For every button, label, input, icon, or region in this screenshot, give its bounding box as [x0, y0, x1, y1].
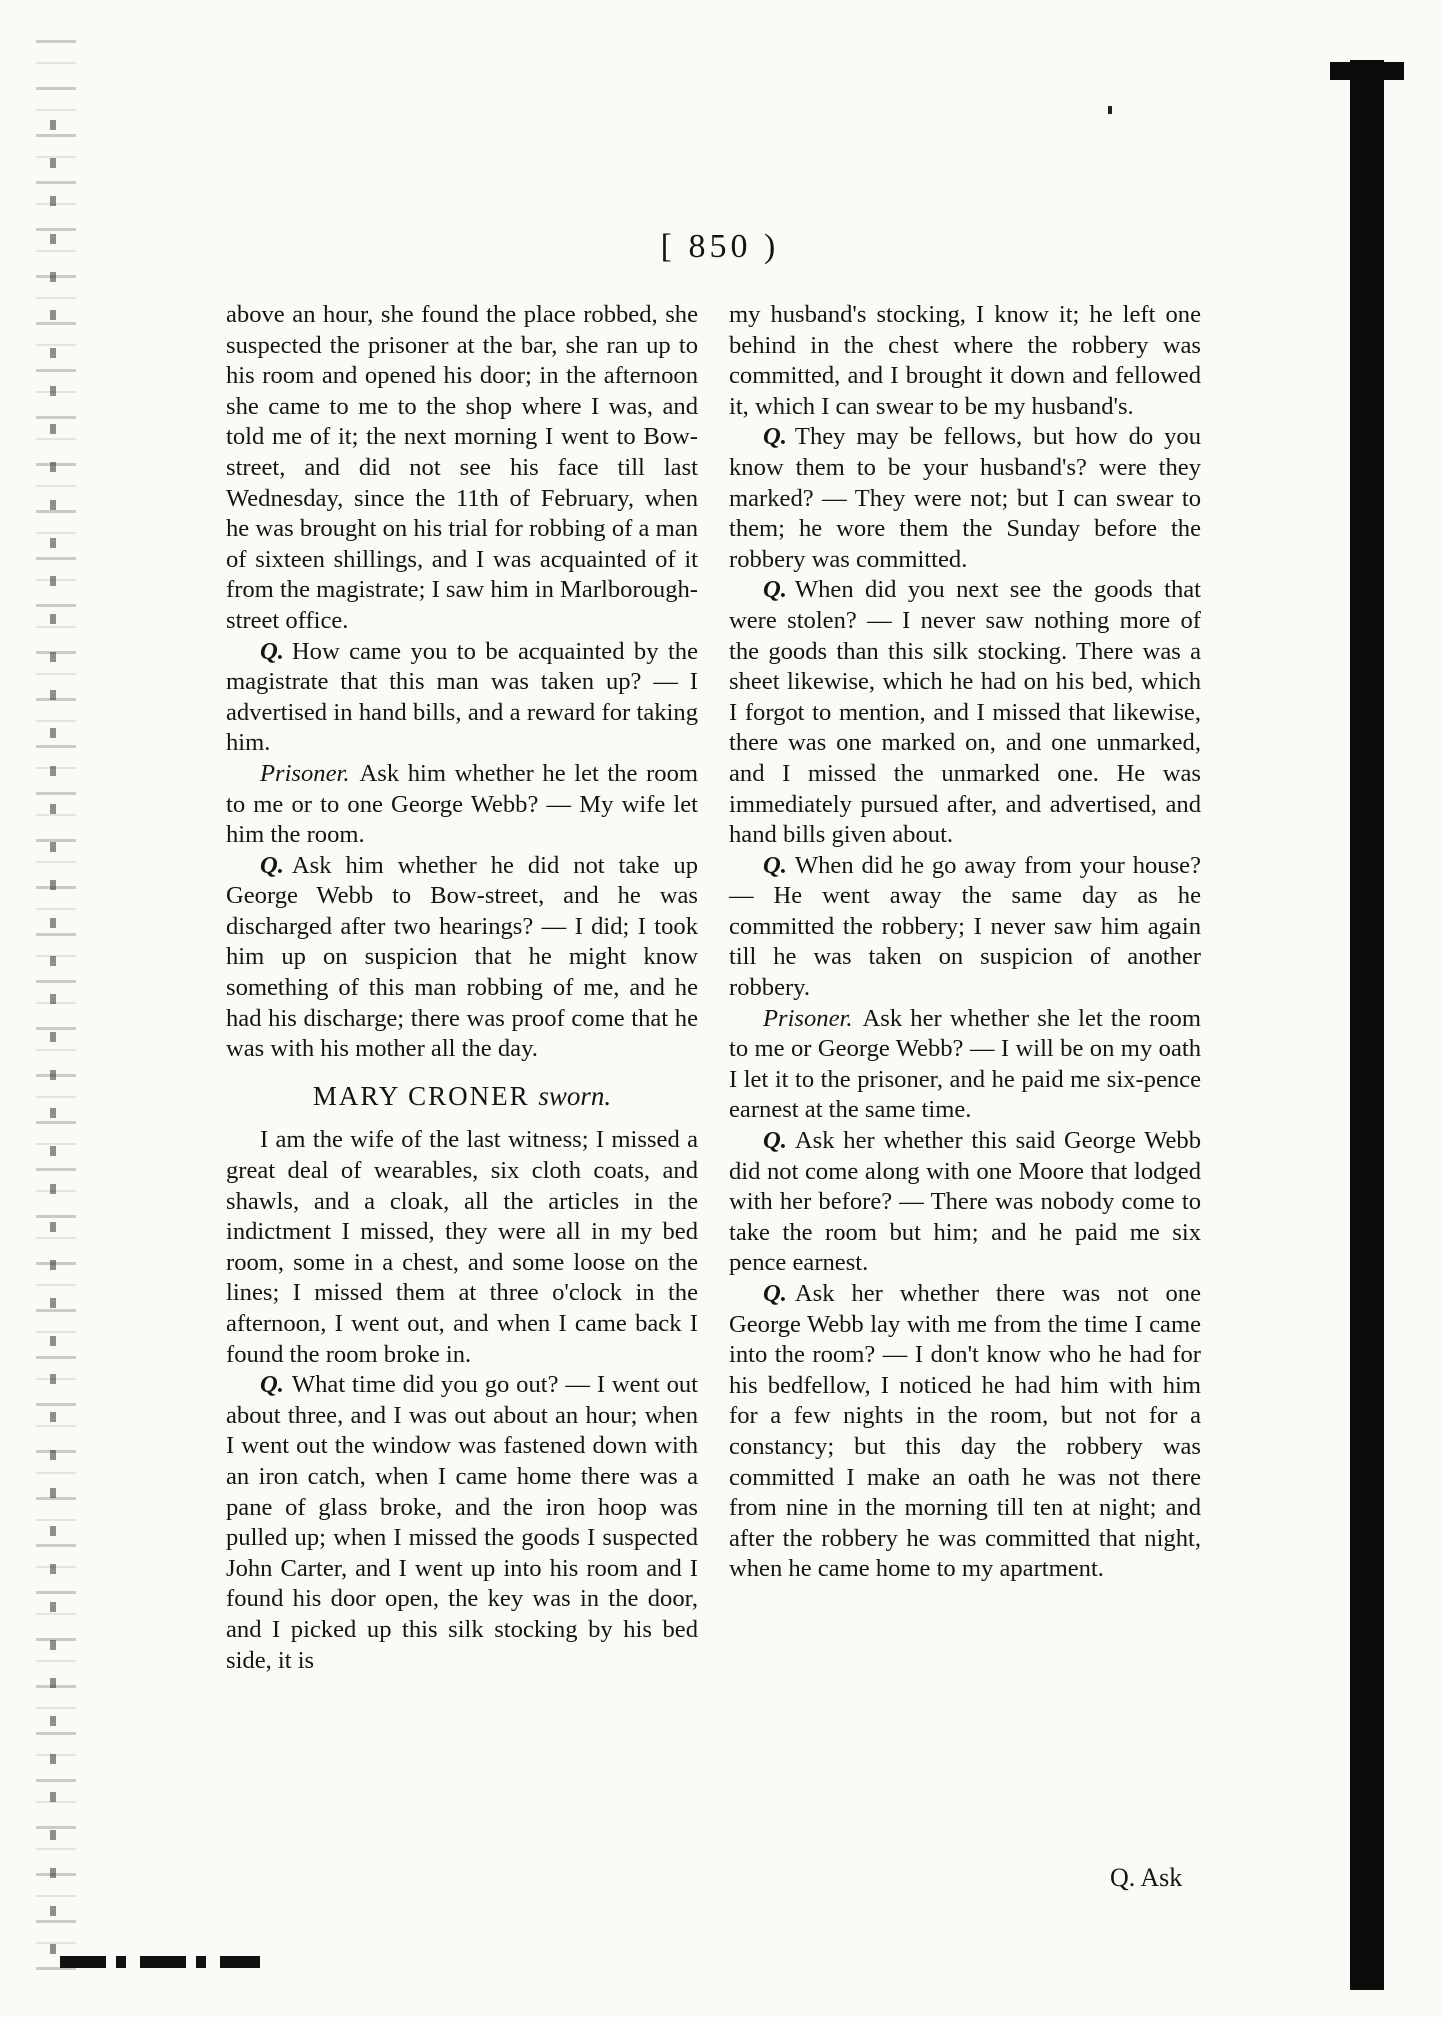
question-mark-label: Q.	[763, 1280, 787, 1307]
paragraph-text: Ask her whether this said George Webb did not come along with one Moore that lodged with her before? — There was nobody come to take the room but him; and he paid me six pence earnest.	[729, 1127, 1201, 1277]
page-number: [ 850 )	[660, 228, 780, 265]
speaker-label: Prisoner.	[260, 759, 350, 787]
speaker-label: Prisoner.	[763, 1004, 853, 1032]
paragraph-text: When did he go away from your house? — He went away the same day as he committed the robbery; I never saw him again till he was taken on suspicion of another robbery.	[729, 851, 1201, 1002]
binding-edge-shadow	[36, 40, 76, 1980]
page-edge-bar	[1350, 60, 1384, 1990]
paragraph-text: my husband's stocking, I know it; he left one behind in the chest where the robbery was committed, and I brought it down and fellowed it, which I can swear to be my husband's.	[729, 301, 1201, 420]
paragraph-text: How came you to be acquainted by the magistrate that this man was taken up? — I advertised in hand bills, and a reward for taking him.	[226, 637, 698, 757]
question-paragraph	[226, 851, 698, 1065]
question-mark-label: Q.	[763, 851, 787, 879]
paragraph	[226, 300, 698, 637]
paragraph	[226, 1125, 698, 1370]
question-paragraph	[729, 1279, 1201, 1585]
prisoner-paragraph	[226, 759, 698, 851]
question-mark-label: Q.	[260, 851, 284, 879]
paragraph-text: Ask her whether there was not one George Webb lay with me from the time I came into the room? — I don't know who he had for his bedfellow, I noticed he had him with him for a few nights in the room, but not for a constancy; but this day the robbery was committed I make an oath he was not there from nine in the morning till ten at night; and after the robbery he was committed that night, when he came home to my apartment.	[729, 1280, 1201, 1583]
bottom-edge-marks	[60, 1956, 260, 1968]
question-mark-label: Q.	[260, 1371, 284, 1399]
question-paragraph	[729, 851, 1201, 1004]
question-mark-label: Q.	[763, 576, 787, 604]
paragraph-text: above an hour, she found the place robbed, she suspected the prisoner at the bar, she ran up to his room and opened his door; in the afternoon she came to me to the shop where I was, and told me of it; the next morning I went to Bow-street, and did not see his face till last Wednesday, since the 11th of February, when he was brought on his trial for robbing of a man of sixteen shillings, and I was acquainted of it from the magistrate; I saw him in Marlborough-street office.	[226, 301, 698, 634]
question-mark-label: Q.	[763, 423, 787, 451]
catchword: Q. Ask	[1110, 1863, 1183, 1892]
witness-sworn: sworn.	[538, 1080, 612, 1111]
question-paragraph	[729, 1126, 1201, 1279]
paragraph	[729, 300, 1201, 422]
paragraph-text: Ask him whether he did not take up George Webb to Bow-street, and he was discharged after two hearings? — I did; I took him up on suspicion that he might know something of this man robbing of me, and he had his discharge; there was proof come that he was with his mother all the day.	[226, 851, 698, 1063]
right-column	[729, 300, 1201, 1585]
binding-edge-marks	[50, 120, 56, 1970]
paragraph-text: They may be fellows, but how do you know them to be your husband's? were they marked? — They were not; but I can swear to them; he wore them the Sunday before the robbery was committed.	[729, 423, 1201, 573]
paragraph-text: What time did you go out? — I went out about three, and I was out about an hour; when I went out the window was fastened down with an iron catch, when I came home there was a pane of glass broke, and the iron hoop was pulled up; when I missed the goods I suspected John Carter, and I went up into his room and I found his door open, the key was in the door, and I picked up this silk stocking by his bed side, it is	[226, 1371, 698, 1674]
paragraph-text: I am the wife of the last witness; I missed a great deal of wearables, six cloth coats, and shawls, and a cloak, all the articles in the indictment I missed, they were all in my bed room, some in a chest, and some loose on the lines; I missed them at three o'clock in the afternoon, I went out, and when I came back I found the room broke in.	[226, 1126, 698, 1368]
prisoner-paragraph	[729, 1004, 1201, 1126]
question-paragraph	[226, 1370, 698, 1676]
paragraph-text: Ask her whether she let the room to me or George Webb? — I will be on my oath I let it to the prisoner, and he paid me six-pence earnest at the same time.	[729, 1004, 1201, 1124]
question-paragraph	[729, 575, 1201, 850]
ink-speck	[1108, 106, 1112, 114]
left-column	[226, 300, 698, 1676]
question-paragraph	[226, 637, 698, 759]
paragraph-text: Ask him whether he let the room to me or to one George Webb? — My wife let him the room.	[226, 759, 698, 849]
question-paragraph	[729, 422, 1201, 575]
question-mark-label: Q.	[260, 637, 284, 665]
witness-name: MARY CRONER	[312, 1080, 530, 1111]
paragraph-text: When did you next see the goods that were stolen? — I never saw nothing more of the goods than this silk stocking. There was a sheet likewise, which he had on his bed, which I forgot to mention, and I missed that likewise, there was one marked on, and one unmarked, and I missed the unmarked one. He was immediately pursued after, and advertised, and hand bills given about.	[729, 576, 1201, 849]
page-edge-bar-top	[1330, 62, 1404, 80]
witness-heading	[226, 1081, 698, 1112]
question-mark-label: Q.	[763, 1127, 787, 1155]
